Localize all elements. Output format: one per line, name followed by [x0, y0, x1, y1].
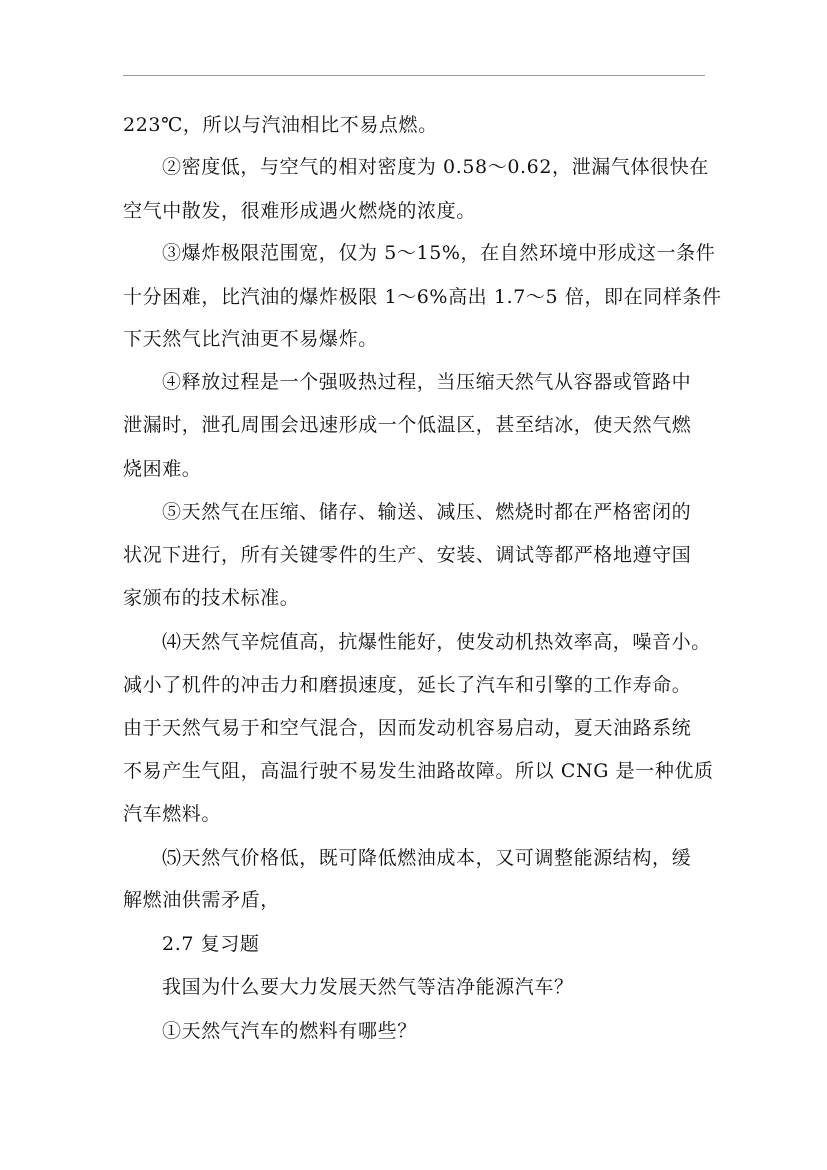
text-line: 223℃，所以与汽油相比不易点燃。 [123, 114, 438, 136]
text-line: 泄漏时，泄孔周围会迅速形成一个低温区，甚至结冰，使天然气燃 [123, 414, 692, 436]
text-line: 我国为什么要大力发展天然气等洁净能源汽车？ [162, 976, 574, 998]
text-line: 烧困难。 [123, 458, 202, 480]
section-heading: 2.7 复习题 [162, 933, 260, 955]
text-line: ④释放过程是一个强吸热过程，当压缩天然气从容器或管路中 [162, 371, 692, 393]
text-line: 由于天然气易于和空气混合，因而发动机容易启动，夏天油路系统 [123, 717, 692, 739]
text-line: ⑷天然气辛烷值高，抗爆性能好，使发动机热效率高，噪音小。 [162, 631, 711, 653]
text-line: 空气中散发，很难形成遇火燃烧的浓度。 [123, 200, 476, 222]
text-line: 解燃油供需矛盾， [123, 889, 280, 911]
text-line: 下天然气比汽油更不易爆炸。 [123, 328, 378, 350]
text-line: ③爆炸极限范围宽，仅为 5～15%，在自然环境中形成这一条件 [162, 242, 716, 264]
text-line: 不易产生气阻，高温行驶不易发生油路故障。所以 CNG 是一种优质 [123, 760, 714, 782]
header-rule [123, 75, 705, 76]
text-line: 十分困难，比汽油的爆炸极限 1～6%高出 1.7～5 倍，即在同样条件 [123, 286, 722, 308]
text-line: 减小了机件的冲击力和磨损速度，延长了汽车和引擎的工作寿命。 [123, 674, 692, 696]
text-line: 家颁布的技术标准。 [123, 587, 300, 609]
text-line: ⑤天然气在压缩、储存、输送、减压、燃烧时都在严格密闭的 [162, 501, 692, 523]
text-line: ⑸天然气价格低，既可降低燃油成本，又可调整能源结构，缓 [162, 847, 692, 869]
text-line: 状况下进行，所有关键零件的生产、安装、调试等都严格地遵守国 [123, 544, 692, 566]
text-line: 汽车燃料。 [123, 803, 222, 825]
text-line: ①天然气汽车的燃料有哪些？ [162, 1020, 417, 1042]
text-line: ②密度低，与空气的相对密度为 0.58～0.62，泄漏气体很快在 [162, 156, 709, 178]
